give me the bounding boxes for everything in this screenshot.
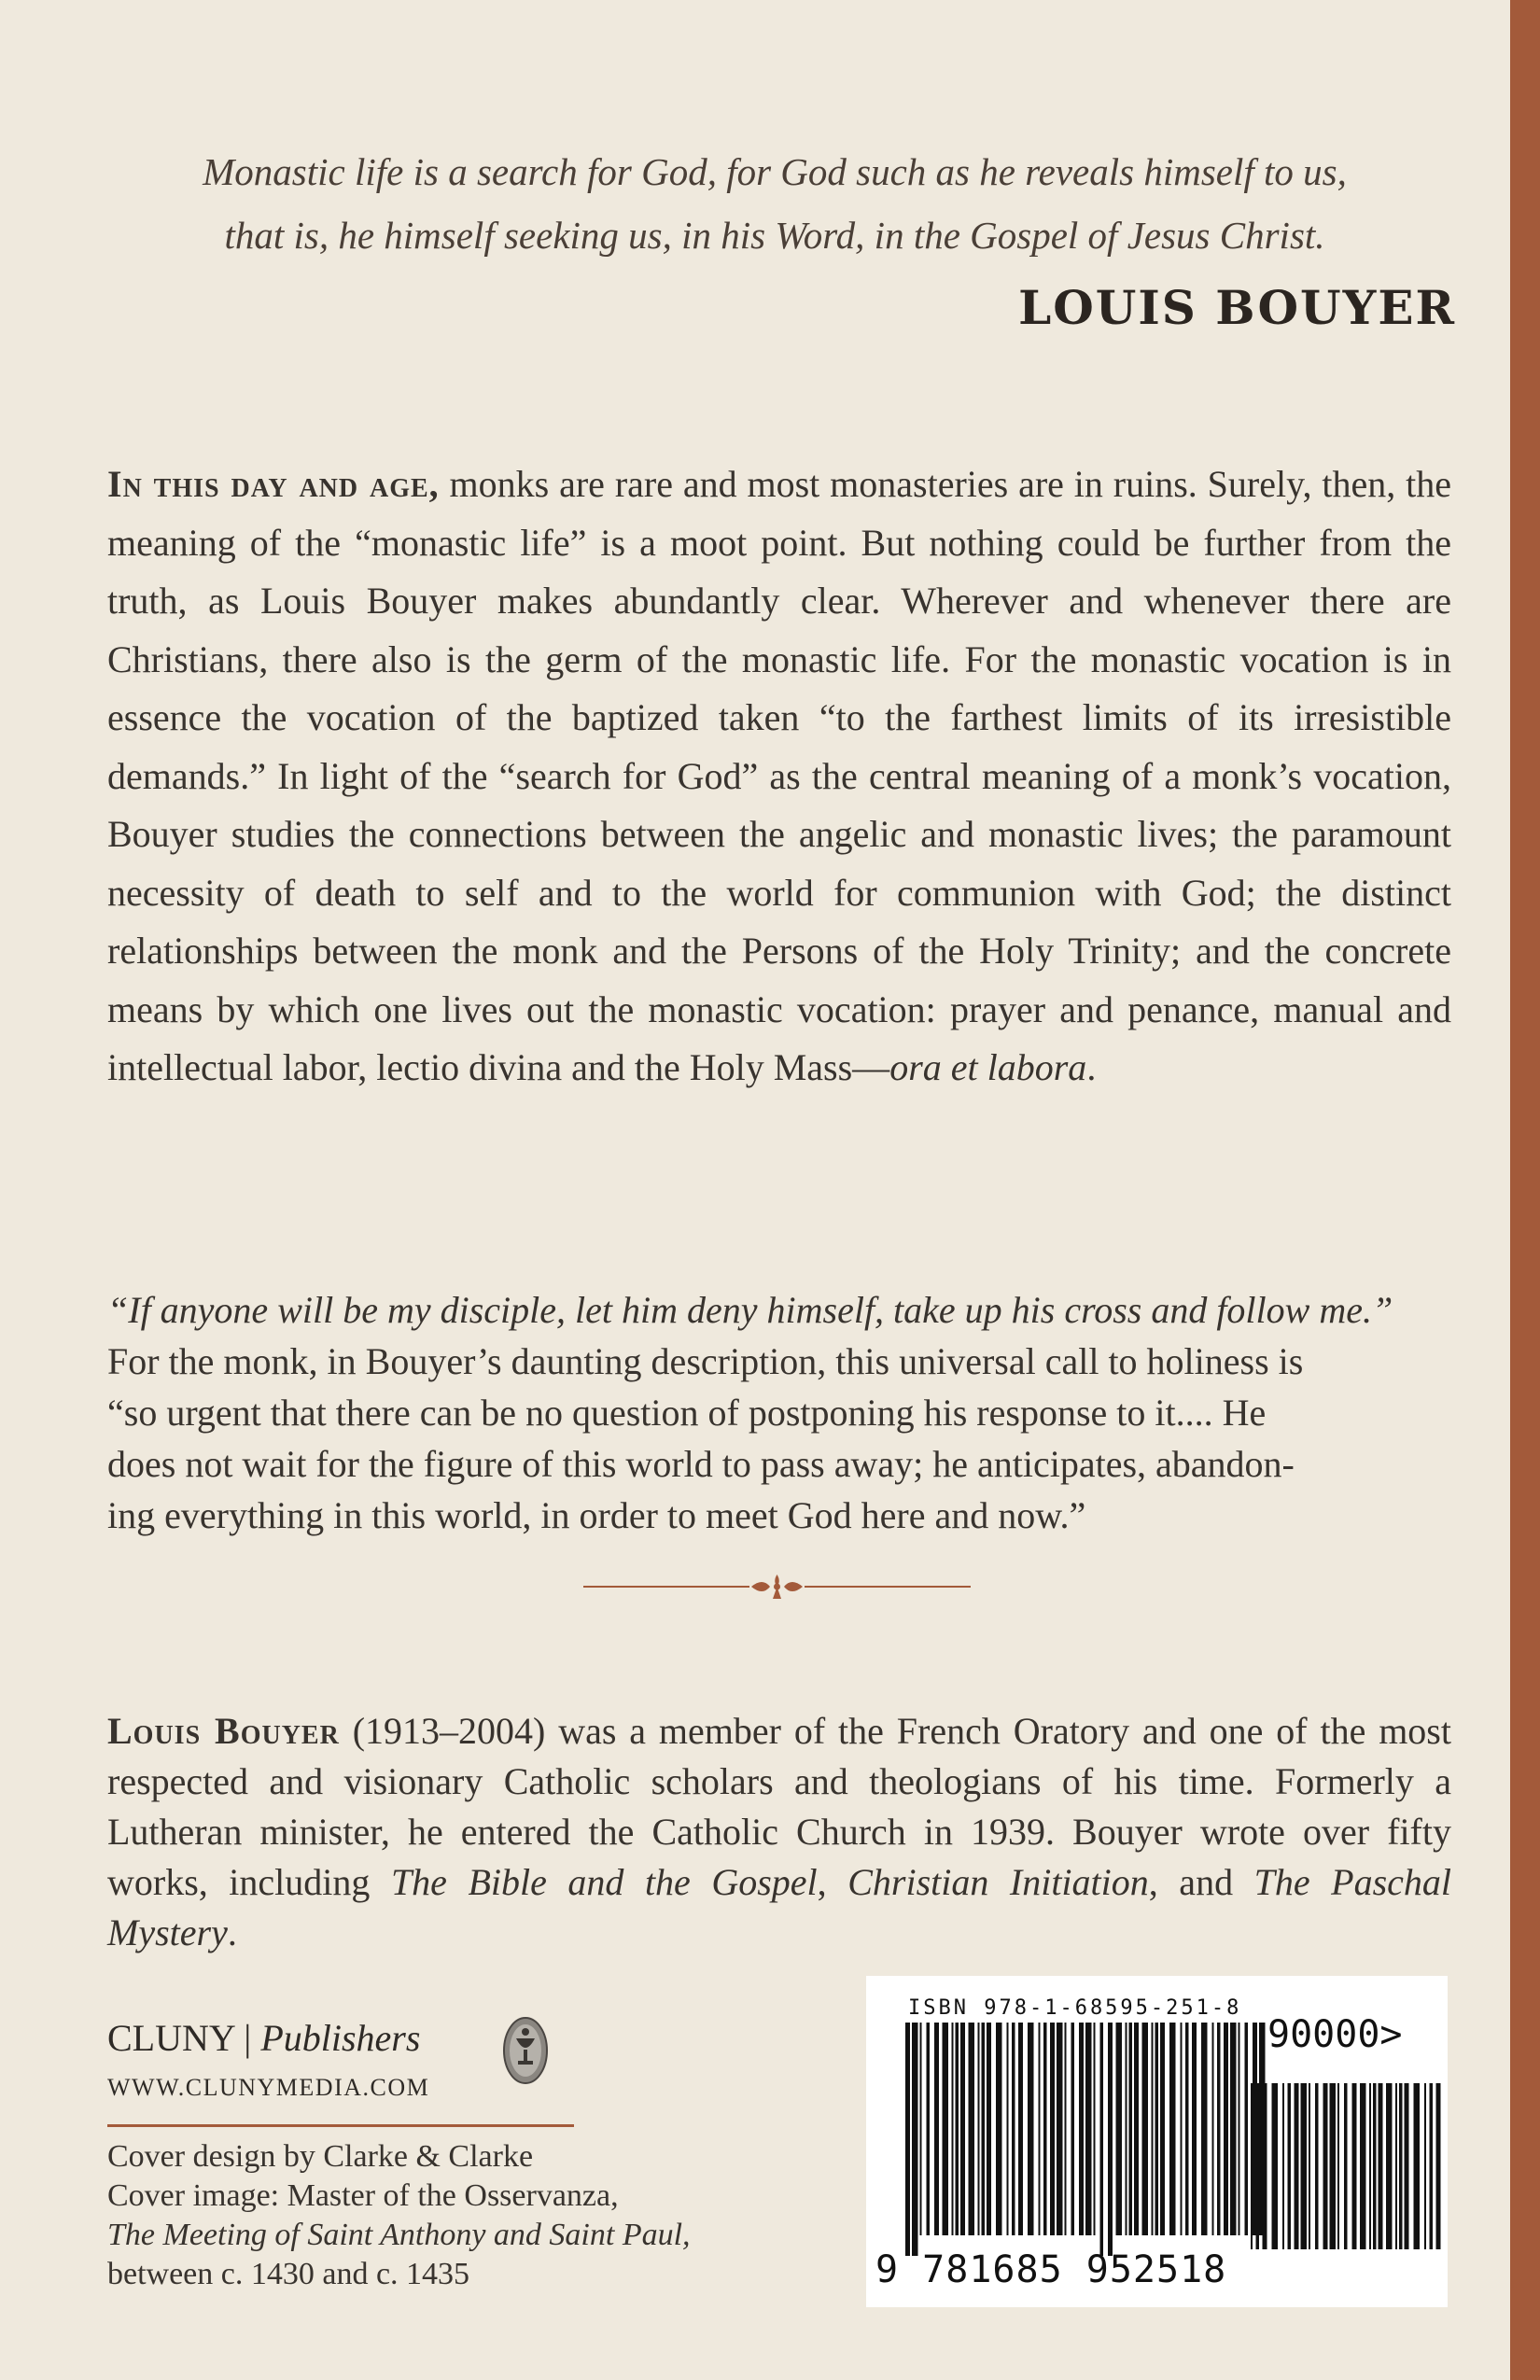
- barcode-bar: [1007, 2023, 1009, 2235]
- barcode-bar: [1217, 2023, 1221, 2235]
- barcode-bar: [1301, 2083, 1308, 2249]
- barcode-bar: [1337, 2083, 1339, 2249]
- ornament-divider: [583, 1573, 971, 1601]
- barcode-bar: [1152, 2023, 1154, 2235]
- barcode-bar: [1399, 2083, 1403, 2249]
- ean-digits: 9 781685 952518: [875, 2248, 1227, 2291]
- barcode-bar: [1256, 2083, 1260, 2249]
- barcode-bar: [1181, 2023, 1183, 2235]
- credit-design: Cover design by Clarke & Clarke: [107, 2139, 534, 2174]
- bio-separator: ,: [817, 1861, 848, 1903]
- barcode-bar: [1129, 2023, 1133, 2235]
- barcode-bar: [905, 2023, 910, 2256]
- bio-name: Louis Bouyer: [107, 1710, 340, 1752]
- quote-line: “so urgent that there can be no question of postponing his response to it.... He: [107, 1392, 1267, 1434]
- barcode-bar: [1085, 2023, 1092, 2235]
- epigraph-author: LOUIS BOUYER: [1018, 280, 1456, 335]
- barcode-bar: [1282, 2083, 1284, 2249]
- barcode-bar: [1251, 2083, 1253, 2249]
- barcode-bar: [1079, 2023, 1084, 2235]
- barcode-bar: [1379, 2083, 1383, 2249]
- barcode-bar: [960, 2023, 965, 2235]
- quote-line: ing everything in this world, in order to meet God here and now.”: [107, 1494, 1086, 1536]
- cover-credits: [107, 2137, 691, 2294]
- barcode-bar: [1430, 2083, 1434, 2249]
- barcode-bar: [1309, 2083, 1310, 2249]
- description-closing-end: .: [1086, 1046, 1097, 1088]
- isbn-barcode: [866, 1976, 1448, 2307]
- barcode-bar: [956, 2023, 959, 2235]
- barcode-bar: [1224, 2023, 1228, 2235]
- epigraph: [103, 140, 1447, 267]
- quote-paragraph: [107, 1284, 1451, 1541]
- barcode-bar: [982, 2023, 986, 2235]
- barcode-bar: [1028, 2023, 1034, 2235]
- barcode-bar: [1263, 2083, 1267, 2249]
- barcode-bar: [1369, 2083, 1371, 2249]
- barcode-bar: [1185, 2023, 1189, 2235]
- description-closing-italic: ora et labora: [889, 1046, 1087, 1088]
- barcode-bar: [927, 2023, 931, 2235]
- quote-line: does not wait for the figure of this world to pass away; he anticipates, abandon-: [107, 1443, 1295, 1485]
- bio-text: (1913–2004) was a member of the French Oratory and one of the most respected and visionary Catholic scholars and theologians of his time. Formerly a Lutheran minister, he entered the Catholic Church in 1939. Bouyer wrote over fifty works, including: [107, 1710, 1451, 1903]
- publisher-name: [107, 2016, 420, 2060]
- barcode-bar: [1344, 2083, 1348, 2249]
- publisher-url: WWW.CLUNYMEDIA.COM: [107, 2074, 430, 2101]
- barcode-bar: [1436, 2083, 1441, 2249]
- barcode-bar: [1212, 2023, 1214, 2235]
- ean-barcode-bars: [905, 2023, 1269, 2256]
- barcode-bar: [1192, 2023, 1197, 2235]
- bio-end: .: [227, 1911, 237, 1953]
- description-text: monks are rare and most monasteries are in ruins. Surely, then, the meaning of the “monastic life” is a moot point. But nothing could be further from the truth, as Louis Bouyer makes abundantly clear. Wherever and whenever there are Christians, there also is the germ of the monastic life. For the monastic vocation is in essence the vocation of the baptized taken “to the farthest limits of its irresistible demands.” In light of the “search for God” as the central meaning of a monk’s vocation, Bouyer studies the connections between the angelic and monastic lives; the paramount necessity of death to self and to the world for communion with God; the distinct relationships between the monk and the Persons of the Holy Trinity; and the concrete means by which one lives out the monastic vocation: prayer and penance, manual and intellectual labor, lectio divina and the Holy Mass—: [107, 463, 1451, 1088]
- barcode-bar: [1065, 2023, 1067, 2235]
- barcode-bar: [987, 2023, 991, 2235]
- barcode-bar: [1405, 2083, 1409, 2249]
- credit-image: Cover image: Master of the Osservanza,: [107, 2178, 619, 2213]
- quote-line: For the monk, in Bouyer’s daunting description, this universal call to holiness is: [107, 1340, 1304, 1382]
- epigraph-line-2: that is, he himself seeking us, in his Word, in the Gospel of Jesus Christ.: [224, 214, 1325, 257]
- barcode-bar: [920, 2023, 922, 2235]
- bio-separator: , and: [1148, 1861, 1254, 1903]
- quote-line-italic: “If anyone will be my disciple, let him deny himself, take up his cross and follow me.”: [107, 1289, 1393, 1331]
- description-paragraph: [107, 455, 1451, 1098]
- barcode-bar: [1100, 2023, 1104, 2256]
- publisher-separator: |: [234, 2017, 261, 2059]
- barcode-bar: [1272, 2083, 1279, 2249]
- barcode-bar: [969, 2023, 975, 2235]
- barcode-bar: [1169, 2023, 1176, 2235]
- description-lead: In this day and age,: [107, 463, 440, 505]
- barcode-bar: [1323, 2083, 1328, 2249]
- barcode-bar: [1330, 2083, 1337, 2249]
- barcode-bar: [1094, 2023, 1096, 2235]
- credit-date: between c. 1430 and c. 1435: [107, 2257, 470, 2291]
- barcode-bar: [1295, 2083, 1299, 2249]
- barcode-bar: [1018, 2023, 1023, 2235]
- addon-digits: 90000>: [1267, 2013, 1403, 2056]
- barcode-bar: [952, 2023, 954, 2235]
- barcode-bar: [1012, 2023, 1015, 2235]
- barcode-bar: [1201, 2023, 1208, 2235]
- barcode-bar: [1315, 2083, 1319, 2249]
- barcode-bar: [1134, 2023, 1139, 2235]
- barcode-bar: [978, 2023, 980, 2235]
- barcode-bar: [1395, 2083, 1397, 2249]
- barcode-bar: [1414, 2083, 1421, 2249]
- barcode-bar: [996, 2023, 1002, 2235]
- barcode-bar: [1116, 2023, 1123, 2235]
- bio-work-title: Christian Initiation: [847, 1861, 1149, 1903]
- barcode-bar: [943, 2023, 949, 2235]
- barcode-bar: [1071, 2023, 1075, 2235]
- barcode-bar: [1288, 2083, 1292, 2249]
- barcode-bar: [934, 2023, 939, 2235]
- barcode-bar: [1039, 2023, 1041, 2235]
- bio-work-title: The Bible and the Gospel: [390, 1861, 818, 1903]
- barcode-bar: [1142, 2023, 1149, 2235]
- barcode-bar: [1043, 2023, 1047, 2235]
- barcode-bar: [1230, 2023, 1237, 2235]
- barcode-bar: [1057, 2023, 1063, 2235]
- spine-stripe: [1510, 0, 1540, 2380]
- publisher-brand: CLUNY: [107, 2017, 235, 2059]
- isbn-label: ISBN 978-1-68595-251-8: [908, 1996, 1242, 2020]
- barcode-bar: [1050, 2023, 1055, 2235]
- author-bio: [107, 1706, 1451, 1958]
- barcode-bar: [1160, 2023, 1165, 2235]
- credit-artwork-title: The Meeting of Saint Anthony and Saint Paul,: [107, 2218, 691, 2252]
- barcode-bar: [1245, 2023, 1249, 2235]
- barcode-bar: [1155, 2023, 1159, 2235]
- chalice-seal-logo: [502, 2016, 549, 2085]
- barcode-bar: [1108, 2023, 1113, 2256]
- barcode-bar: [1352, 2083, 1357, 2249]
- barcode-bar: [912, 2023, 918, 2256]
- barcode-bar: [1424, 2083, 1426, 2249]
- barcode-bar: [1239, 2023, 1240, 2235]
- barcode-bar: [1360, 2083, 1366, 2249]
- barcode-bar: [1373, 2083, 1377, 2249]
- epigraph-line-1: Monastic life is a search for God, for God such as he reveals himself to us,: [203, 150, 1347, 193]
- addon-barcode-bars: [1251, 2083, 1442, 2270]
- credits-rule: [107, 2124, 574, 2127]
- barcode-bar: [1126, 2023, 1127, 2235]
- barcode-bar: [1386, 2083, 1393, 2249]
- bio-work-title: The Paschal Mystery: [107, 1861, 1452, 1953]
- publisher-label: Publishers: [260, 2017, 421, 2059]
